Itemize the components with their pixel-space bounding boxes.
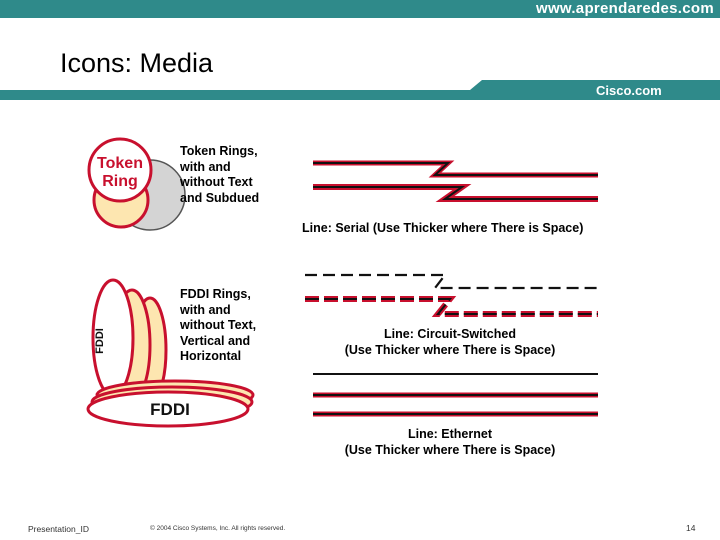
serial-line-icon [313, 163, 598, 199]
ethernet-label: Line: Ethernet (Use Thicker where There is Space) [344, 427, 556, 457]
fddi-ring-description: FDDI Rings, with and without Text, Vertical and Horizontal [180, 287, 257, 363]
brand-label: Cisco.com [596, 83, 662, 98]
ethernet-line-icon [313, 374, 598, 414]
token-ring-label-1: Token [97, 155, 143, 172]
token-ring-label-2: Ring [102, 173, 138, 190]
fddi-horizontal-label: FDDI [150, 400, 190, 419]
serial-line-label: Line: Serial (Use Thicker where There is Space) [302, 221, 584, 235]
fddi-vertical-label: FDDI [94, 328, 106, 354]
token-ring-description: Token Rings, with and without Text and Subdued [180, 144, 260, 205]
presentation-id: Presentation_ID [28, 524, 89, 534]
circuit-switched-label: Line: Circuit-Switched (Use Thicker where There is Space) [344, 327, 556, 357]
copyright: © 2004 Cisco Systems, Inc. All rights reserved. [150, 525, 286, 532]
circuit-switched-line-icon [305, 275, 598, 314]
site-url[interactable]: www.aprendaredes.com [535, 0, 714, 17]
page-number: 14 [686, 523, 696, 533]
page-title: Icons: Media [60, 48, 214, 78]
